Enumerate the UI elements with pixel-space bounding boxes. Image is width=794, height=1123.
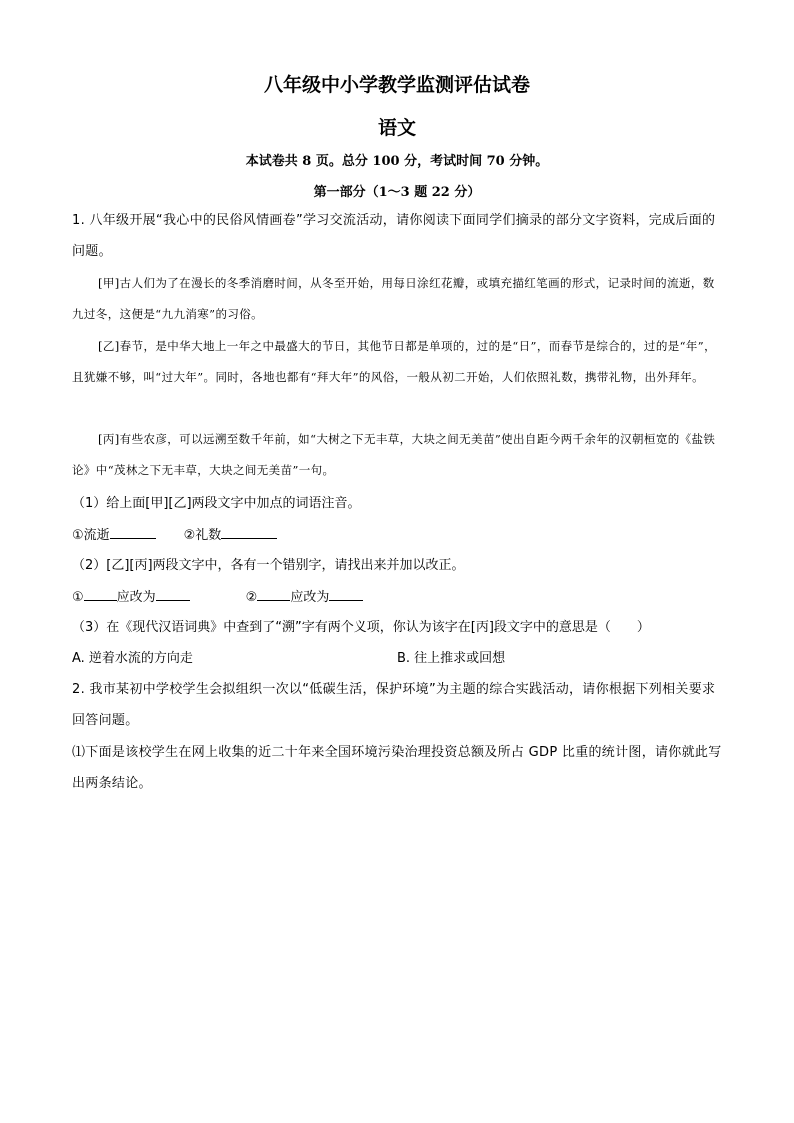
sub-1-answer-row (72, 525, 277, 546)
passage-bing: [丙]有些农彦，可以远溯至数千年前，如“大树之下无丰草，大块之间无美苗”使出自距今两千余年的汉朝桓宽的《盐铁论》中“茂林之下无丰草，大块之间无美苗”一句。 (72, 432, 716, 477)
passage-yi: [乙]春节，是中华大地上一年之中最盛大的节日，其他节日都是单项的，过的是“日”，而春节是综合的，过的是“年”，且犹嫌不够，叫“过大年”。同时，各地也都有“拜大年”的风俗，一般从初二开始，人们依照礼数，携带礼物，出外拜年。 (72, 339, 716, 384)
word-lishu-label: ②礼数 (183, 528, 222, 543)
option-a[interactable]: A. 逆着水流的方向走 (72, 651, 193, 666)
part-title: 第一部分（1～3 题 22 分） (313, 185, 481, 200)
word-liushi-label: ①流逝 (72, 528, 110, 543)
question-2-stem: 2. 我市某初中学校学生会拟组织一次以“低碳生活，保护环境”为主题的综合实践活动，请你根据下列相关要求回答问题。 (72, 682, 716, 728)
answer-1-mid: 应改为 (116, 590, 156, 605)
passage-jia: [甲]古人们为了在漫长的冬季消磨时间，从冬至开始，用每日涂红花瓣，或填充描红笔画的形式，记录时间的流逝，数九过冬，这便是“九九消寒”的习俗。 (72, 276, 715, 321)
question-1-sub-3: （3）在《现代汉语词典》中查到了“溯”字有两个义项，你认为该字在[丙]段文字中的意思是（ ） (72, 620, 650, 635)
question-1-sub-2: （2）[乙][丙]两段文字中，各有一个错别字，请找出来并加以改正。 (72, 558, 465, 573)
subject-title: 语文 (377, 117, 416, 139)
question-2-sub-1: ⑴下面是该校学生在网上收集的近二十年来全国环境污染治理投资总额及所占 GDP 比重的统计图，请你就此写出两条结论。 (72, 745, 722, 791)
answer-blank-liushi[interactable] (110, 525, 156, 539)
question-1-sub-1: （1）给上面[甲][乙]两段文字中加点的词语注音。 (72, 496, 361, 511)
exam-title: 八年级中小学教学监测评估试卷 (263, 74, 530, 96)
answer-blank-correct-char-1[interactable] (156, 587, 190, 601)
answer-blank-wrong-char-1[interactable] (84, 587, 117, 601)
answer-1-prefix: ① (72, 590, 84, 605)
question-1-stem: 1. 八年级开展“我心中的民俗风情画卷”学习交流活动，请你阅读下面同学们摘录的部分文字资料，完成后面的问题。 (72, 213, 716, 259)
answer-blank-wrong-char-2[interactable] (257, 587, 290, 601)
answer-blank-correct-char-2[interactable] (329, 587, 363, 601)
sub-2-answer-row (72, 587, 363, 608)
answer-2-prefix: ② (245, 590, 258, 605)
exam-info: 本试卷共 8 页。总分 100 分，考试时间 70 分钟。 (245, 154, 549, 169)
answer-blank-lishu[interactable] (221, 525, 277, 539)
answer-2-mid: 应改为 (290, 590, 330, 605)
option-b[interactable]: B. 往上推求或回想 (397, 651, 506, 666)
